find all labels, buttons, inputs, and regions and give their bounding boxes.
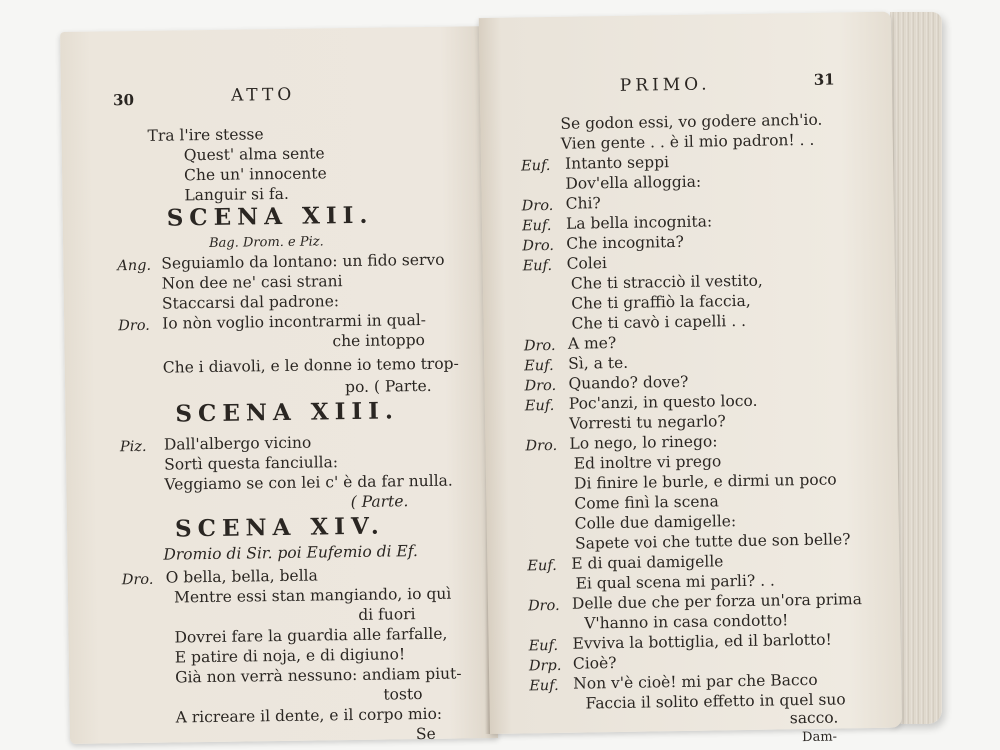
verse-line: Io nòn voglio incontrarmi in qual- [162,310,427,333]
speaker-label: Dro. [523,337,556,355]
scene-heading: SCENA XIV. [174,512,385,543]
speaker-label: Euf. [521,217,552,235]
verse-line: Sì, a te. [568,353,629,373]
speaker-label: Dro. [527,597,560,615]
verse-line: Faccia il solito effetto in quel suo [585,690,846,713]
verse-line: po. ( Parte. [344,376,432,397]
verse-line: di fuori [358,605,416,624]
verse-line: La bella incognita: [565,212,713,233]
verse-line: Che incognita? [566,232,684,253]
verse-line: Staccarsi dal padrone: [161,292,340,313]
speaker-label: Dro. [525,437,558,455]
verse-line: A ricreare il dente, e il corpo mio: [175,704,443,727]
verse-line: Come finì la scena [574,492,719,513]
right-page [479,12,902,746]
scene-characters: Dromio di Sir. poi Eufemio di Ef. [163,542,419,564]
stage-direction: ( Parte. [350,492,409,512]
verse-line: Di finire le burle, e dirmi un poco [573,470,837,493]
verse-line: E patire di noja, e di digiuno! [174,645,406,667]
verse-line: Che ti stracciò il vestito, [570,271,763,293]
verse-line: Delle due che per forza un'ora prima [571,590,863,613]
speaker-label: Euf. [520,157,551,175]
speaker-label: Drp. [528,657,562,675]
speaker-label: Ang. [117,257,152,275]
verse-line: Quest' alma sente [183,144,325,165]
speaker-label: Euf. [529,677,559,695]
speaker-label: Euf. [528,637,559,655]
speaker-label: Dro. [524,377,557,395]
verse-line: Veggiamo se con lei c' è da far nulla. [164,471,453,494]
verse-line: V'hanno in casa condotto! [584,611,789,633]
verse-line: Dov'ella alloggia: [565,172,702,193]
verse-line: O bella, bella, bella [165,566,318,587]
verse-line: Tra l'ire stesse [147,125,264,145]
verse-line: A me? [567,333,617,353]
verse-line: Sortì questa fanciulla: [164,453,339,474]
running-head: PRIMO. [619,74,711,96]
verse-line: Mentre essi stan mangiando, io quì [173,584,452,607]
verse-line: tosto [383,685,423,704]
speaker-label: Dro. [521,197,554,215]
verse-line: Già non verrà nessuno: andiam piut- [174,664,462,687]
verse-line: Evviva la bottiglia, ed il barlotto! [572,630,832,653]
speaker-label: Dro. [118,317,150,335]
verse-line: Colle due damigelle: [574,512,737,533]
verse-line: Chi? [565,194,601,213]
speaker-label: Dro. [121,571,154,589]
left-page [60,26,498,744]
verse-line: che intoppo [332,330,426,351]
verse-line: Non v'è cioè! mi par che Bacco [573,670,818,693]
catchword: Se [415,724,436,744]
verse-line: Ed inoltre vi prego [573,452,722,473]
verse-line: Intanto seppi [564,153,670,173]
verse-line: sacco. [789,708,839,728]
verse-line: Cioè? [572,654,617,673]
verse-line: E di quai damigelle [571,552,724,573]
speaker-label: Dro. [522,237,555,255]
verse-line: Vien gente . . è il mio padron! . . [560,130,815,153]
page-number: 30 [112,91,135,110]
speaker-label: Piz. [119,438,147,456]
verse-line: Seguiamlo da lontano: un fido servo [161,250,445,273]
verse-line: Non dee ne' casi strani [161,272,343,293]
speaker-label: Euf. [527,557,557,575]
speaker-label: Euf. [522,257,553,275]
page-number: 31 [813,70,835,89]
verse-line: Che i diavoli, e le donne io temo trop- [162,354,459,377]
verse-line: Poc'anzi, in questo loco. [568,391,758,413]
speaker-label: Euf. [524,397,555,415]
verse-line: Dall'albergo vicino [163,433,312,454]
verse-line: Quando? dove? [568,372,689,393]
verse-line: Sapete voi che tutte due son belle? [574,530,851,553]
verse-line: Se godon essi, vo godere anch'io. [560,110,823,133]
verse-line: Lo nego, lo rinego: [569,432,718,453]
catchword: Dam- [801,729,838,746]
verse-line: Languir si fa. [184,184,289,205]
verse-line: Colei [566,254,608,273]
scene-heading: SCENA XIII. [175,397,400,428]
verse-line: Che un' innocente [183,164,327,185]
verse-line: Che ti cavò i capelli . . [571,311,747,333]
speaker-label: Euf. [524,357,554,375]
verse-line: Dovrei fare la guardia alle farfalle, [174,624,448,647]
running-head: ATTO [230,84,296,106]
verse-line: Che ti graffiò la faccia, [571,291,751,313]
verse-line: Vorresti tu negarlo? [568,412,726,433]
scene-characters: Bag. Drom. e Piz. [208,234,324,251]
scene-heading: SCENA XII. [166,201,374,232]
verse-line: Ei qual scena mi parli? . . [575,571,776,593]
